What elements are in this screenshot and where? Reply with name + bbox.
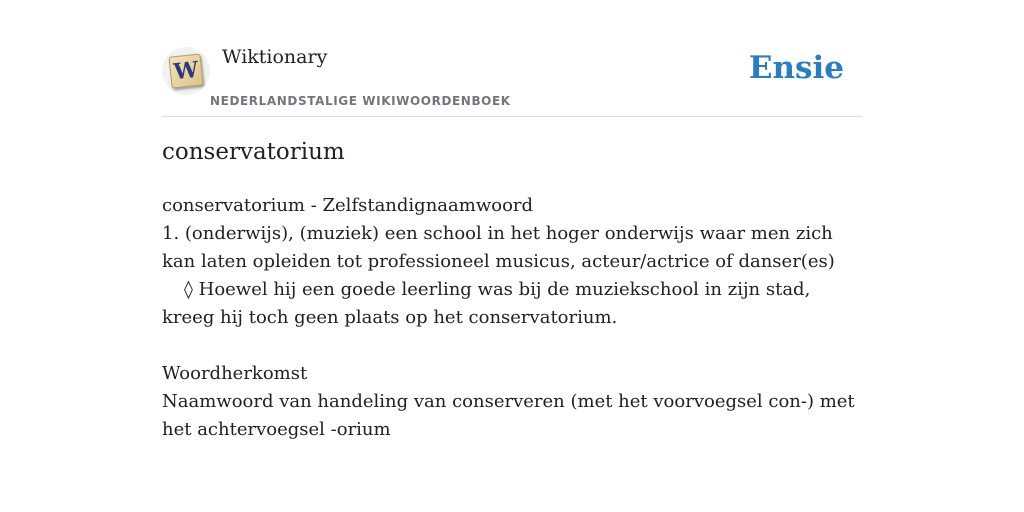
etymology-text: Naamwoord van handeling van conserveren (met het voorvoegsel con-) met het achtervoegsel -orium [162, 391, 855, 440]
entry-definition: 1. (onderwijs), (muziek) een school in het hoger onderwijs waar men zich kan laten opleiden tot professioneel musicus, acteur/actrice of danser(es) [162, 223, 835, 272]
spacer [162, 332, 862, 360]
wiktionary-logo-icon[interactable] [162, 47, 210, 95]
site-name[interactable]: Wiktionary [222, 46, 328, 68]
logo-tile: W [168, 53, 203, 88]
site-tagline: NEDERLANDSTALIGE WIKIWOORDENBOEK [210, 94, 511, 108]
page-title: conservatorium [162, 139, 345, 165]
brand-link[interactable]: Ensie [748, 50, 844, 86]
page [162, 0, 862, 512]
header [162, 0, 862, 117]
entry-example: ◊ Hoewel hij een goede leerling was bij de muziekschool in zijn stad, kreeg hij toch geen plaats op het conservatorium. [162, 279, 811, 328]
entry-content [162, 192, 862, 444]
entry-heading: conservatorium - Zelfstandignaamwoord [162, 195, 534, 216]
etymology-heading: Woordherkomst [162, 363, 308, 384]
